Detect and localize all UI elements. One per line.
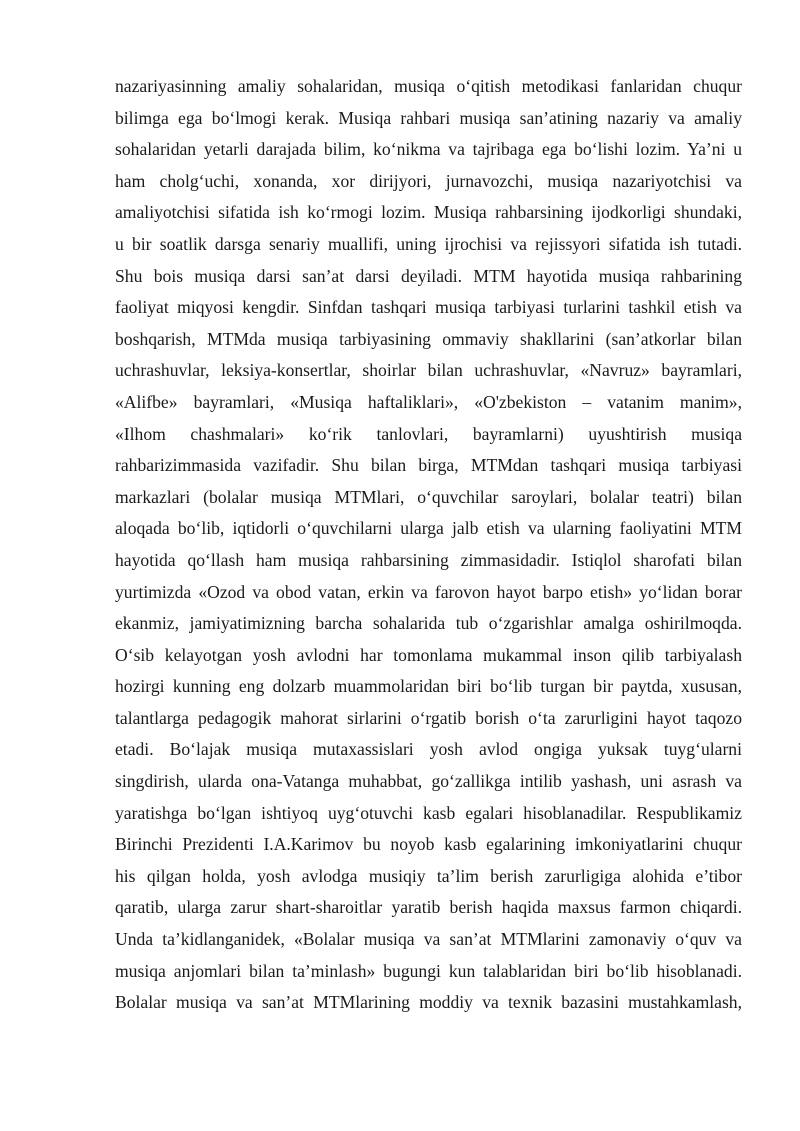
text-line: rahbarizimmasida vazifadir. Shu bilan birga, MTMdan tashqari musiqa tarbiyasi bbox=[115, 455, 742, 476]
text-line: aloqada bo‘lib, iqtidorli o‘quvchilarni ularga jalb etish va ularning faoliyatini MTM bbox=[115, 518, 742, 539]
text-line: O‘sib kelayotgan yosh avlodni har tomonlama mukammal inson qilib tarbiyalash bbox=[115, 644, 742, 665]
text-line: u bir soatlik darsga senariy muallifi, uning ijrochisi va rejissyori sifatida ish tutadi. bbox=[115, 233, 742, 254]
text-line: sohalaridan yetarli darajada bilim, ko‘nikma va tajribaga ega bo‘lishi lozim. Ya’ni u bbox=[115, 139, 742, 160]
text-line: uchrashuvlar, leksiya-konsertlar, shoirlar bilan uchrashuvlar, «Navruz» bayramlari, bbox=[115, 360, 742, 381]
text-line: boshqarish, MTMda musiqa tarbiyasining ommaviy shakllarini (san’atkorlar bilan bbox=[115, 328, 742, 349]
text-line: nazariyasinning amaliy sohalaridan, musiqa o‘qitish metodikasi fanlaridan chuqur bbox=[115, 76, 742, 96]
text-line: «Ilhom chashmalari» ko‘rik tanlovlari, bayramlarni) uyushtirish musiqa bbox=[115, 423, 742, 444]
text-line: qaratib, ularga zarur shart-sharoitlar yaratib berish haqida maxsus farmon chiqardi. bbox=[115, 897, 742, 918]
text-line: ham cholg‘uchi, xonanda, xor dirijyori, jurnavozchi, musiqa nazariyotchisi va bbox=[115, 170, 742, 191]
text-line: singdirish, ularda ona-Vatanga muhabbat, go‘zallikga intilib yashash, uni asrash va bbox=[115, 771, 742, 792]
text-line: Shu bois musiqa darsi san’at darsi deyiladi. MTM hayotida musiqa rahbarining bbox=[115, 265, 742, 286]
text-line: talantlarga pedagogik mahorat sirlarini o‘rgatib borish o‘ta zarurligini hayot taqozo bbox=[115, 707, 742, 728]
text-line: amaliyotchisi sifatida ish ko‘rmogi lozim. Musiqa rahbarsining ijodkorligi shundaki, bbox=[115, 202, 742, 223]
text-line: etadi. Bo‘lajak musiqa mutaxassislari yosh avlod ongiga yuksak tuyg‘ularni bbox=[115, 739, 742, 760]
text-line: his qilgan holda, yosh avlodga musiqiy ta’lim berish zarurligiga alohida e’tibor bbox=[115, 865, 742, 886]
text-line: bilimga ega bo‘lmogi kerak. Musiqa rahbari musiqa san’atining nazariy va amaliy bbox=[115, 107, 742, 128]
text-line: musiqa anjomlari bilan ta’minlash» bugungi kun talablaridan biri bo‘lib hisoblanadi. bbox=[115, 960, 742, 981]
text-line: hozirgi kunning eng dolzarb muammolaridan biri bo‘lib turgan bir paytda, xususan, bbox=[115, 676, 742, 697]
text-line: Birinchi Prezidenti I.A.Karimov bu noyob kasb egalarining imkoniyatlarini chuqur bbox=[115, 834, 742, 855]
text-line: «Alifbe» bayramlari, «Musiqa haftaliklari», «O'zbekiston – vatanim manim», bbox=[115, 391, 742, 412]
body-paragraph bbox=[115, 71, 742, 1019]
text-line: Unda ta’kidlanganidek, «Bolalar musiqa va san’at MTMlarini zamonaviy o‘quv va bbox=[115, 929, 742, 950]
text-line: ekanmiz, jamiyatimizning barcha sohalarida tub o‘zgarishlar amalga oshirilmoqda. bbox=[115, 613, 742, 634]
text-line: yurtimizda «Ozod va obod vatan, erkin va farovon hayot barpo etish» yo‘lidan borar bbox=[115, 581, 742, 602]
text-line: yaratishga bo‘lgan ishtiyoq uyg‘otuvchi kasb egalari hisoblanadilar. Respublikamiz bbox=[115, 802, 742, 823]
text-line: markazlari (bolalar musiqa MTMlari, o‘quvchilar saroylari, bolalar teatri) bilan bbox=[115, 486, 742, 507]
text-line: Bolalar musiqa va san’at MTMlarining moddiy va texnik bazasini mustahkamlash, bbox=[115, 992, 742, 1013]
text-line: faoliyat miqyosi kengdir. Sinfdan tashqari musiqa tarbiyasi turlarini tashkil etish va bbox=[115, 297, 742, 318]
text-line: hayotida qo‘llash ham musiqa rahbarsining zimmasidadir. Istiqlol sharofati bilan bbox=[115, 549, 742, 570]
